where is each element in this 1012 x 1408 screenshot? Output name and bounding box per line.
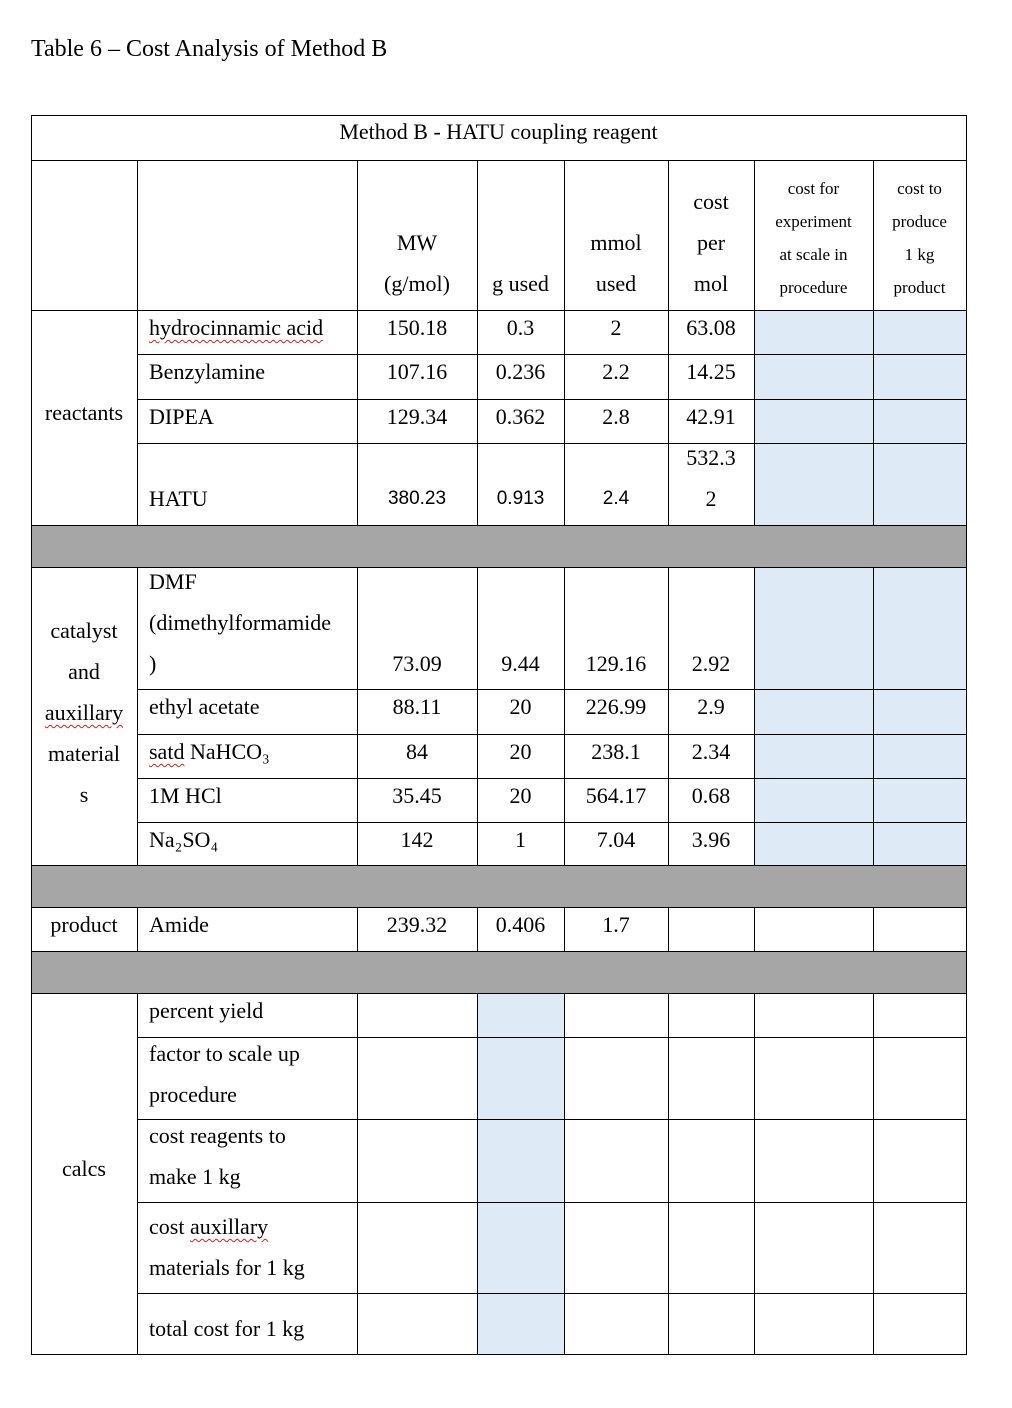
- reactant-mw: 107.16: [386, 359, 448, 384]
- rule: [137, 734, 967, 735]
- rule: [564, 567, 565, 865]
- auxiliary-g: 1: [515, 827, 526, 852]
- calc-label: cost reagents to make 1 kg: [149, 1123, 286, 1189]
- highlight-cells-reactants-experiment: [754, 310, 873, 525]
- rule: [31, 567, 967, 568]
- rule: [31, 310, 967, 311]
- group-label-reactants: reactants: [44, 400, 124, 425]
- separator-row-3: [31, 951, 966, 993]
- product-mw: 239.32: [386, 912, 448, 937]
- reactant-mmol: 2: [610, 315, 622, 340]
- reactant-cost: 42.91: [686, 404, 736, 429]
- auxiliary-mw: 84: [406, 739, 428, 764]
- rule: [137, 399, 967, 400]
- reactant-mmol: 2.8: [602, 404, 630, 429]
- rule: [966, 115, 967, 1355]
- group-label-product: product: [50, 912, 118, 937]
- rule: [477, 907, 478, 951]
- rule: [137, 778, 967, 779]
- reactant-name: Benzylamine: [149, 359, 266, 384]
- auxiliary-cost: 0.68: [691, 783, 731, 808]
- header-cost-1kg: cost to produce 1 kg product: [892, 179, 947, 297]
- highlight-cells-calcs: [477, 993, 564, 1354]
- rule: [668, 567, 669, 865]
- auxiliary-g: 9.44: [501, 651, 540, 676]
- rule: [31, 525, 967, 526]
- rule: [564, 160, 565, 525]
- auxiliary-name: satd NaHCO₃: [149, 739, 270, 764]
- rule: [873, 907, 874, 951]
- rule: [137, 1037, 967, 1038]
- auxiliary-cost: 2.92: [691, 651, 731, 676]
- reactant-name: HATU: [149, 486, 208, 511]
- reactant-g: 0.3: [506, 315, 535, 340]
- auxiliary-cost: 2.9: [697, 694, 725, 719]
- calc-label: cost auxillary materials for 1 kg: [149, 1214, 305, 1280]
- auxiliary-mmol: 129.16: [585, 651, 647, 676]
- auxiliary-g: 20: [509, 783, 532, 808]
- header-cost-per-mol: cost per mol: [693, 189, 729, 296]
- rule: [137, 354, 967, 355]
- reactant-name: DIPEA: [149, 404, 214, 429]
- rule: [137, 443, 967, 444]
- reactant-g: 0.236: [495, 359, 546, 384]
- header-g-used: g used: [492, 271, 549, 296]
- rule: [873, 160, 874, 525]
- auxiliary-mw: 73.09: [392, 651, 442, 676]
- rule: [668, 907, 669, 951]
- reactant-g: 0.362: [495, 404, 546, 429]
- highlight-cells-aux-1kg: [873, 567, 966, 865]
- auxiliary-g: 20: [509, 739, 532, 764]
- reactant-name: hydrocinnamic acid: [149, 315, 324, 340]
- highlight-cells-aux-experiment: [754, 567, 873, 865]
- auxiliary-g: 20: [509, 694, 532, 719]
- auxiliary-name: Na₂SO₄: [149, 827, 219, 852]
- rule: [137, 993, 138, 1354]
- auxiliary-mmol: 7.04: [596, 827, 636, 852]
- reactant-mmol: 2.4: [602, 488, 630, 509]
- rule: [31, 907, 967, 908]
- calc-label: total cost for 1 kg: [149, 1316, 305, 1341]
- rule: [564, 993, 565, 1354]
- rule: [137, 822, 967, 823]
- auxiliary-name: ethyl acetate: [149, 694, 260, 719]
- rule: [754, 567, 755, 865]
- rule: [477, 993, 478, 1354]
- rule: [754, 993, 755, 1354]
- separator-row-2: [31, 865, 966, 907]
- product-mmol: 1.7: [602, 912, 630, 937]
- rule: [31, 865, 967, 866]
- rule: [357, 160, 358, 525]
- auxiliary-cost: 3.96: [691, 827, 731, 852]
- header-cost-experiment: cost for experiment at scale in procedure: [775, 179, 852, 297]
- rule: [137, 689, 967, 690]
- group-label-calcs: calcs: [62, 1156, 106, 1181]
- auxiliary-mw: 35.45: [392, 783, 442, 808]
- table-caption: Table 6 – Cost Analysis of Method B: [31, 36, 388, 62]
- auxiliary-name: DMF (dimethylformamide ): [149, 569, 332, 676]
- reactant-mmol: 2.2: [602, 359, 630, 384]
- rule: [477, 160, 478, 525]
- auxiliary-mw: 142: [400, 827, 434, 852]
- rule: [137, 907, 138, 951]
- rule: [477, 567, 478, 865]
- rule: [564, 907, 565, 951]
- rule: [357, 993, 358, 1354]
- rule: [137, 1293, 967, 1294]
- rule: [754, 160, 755, 525]
- rule: [137, 1202, 967, 1203]
- reactant-cost: 63.08: [686, 315, 736, 340]
- rule: [31, 951, 967, 952]
- rule: [873, 993, 874, 1354]
- reactant-mw: 380.23: [387, 488, 447, 509]
- rule: [668, 160, 669, 525]
- reactant-mw: 150.18: [386, 315, 448, 340]
- rule: [754, 907, 755, 951]
- group-label-catalyst: catalyst and auxillary material s: [44, 618, 124, 807]
- product-g: 0.406: [495, 912, 546, 937]
- reactant-mw: 129.34: [386, 404, 448, 429]
- header-mmol-used: mmol used: [590, 230, 642, 296]
- rule: [137, 1119, 967, 1120]
- auxiliary-mmol: 564.17: [585, 783, 647, 808]
- rule: [31, 160, 967, 161]
- rule: [668, 993, 669, 1354]
- reactant-cost: 14.25: [686, 359, 736, 384]
- rule: [357, 567, 358, 865]
- rule: [357, 907, 358, 951]
- rule: [873, 567, 874, 865]
- product-name: Amide: [149, 912, 209, 937]
- rule: [31, 115, 32, 1355]
- calc-label: percent yield: [149, 998, 264, 1023]
- auxiliary-mmol: 226.99: [585, 694, 647, 719]
- header-mw: MW (g/mol): [384, 230, 450, 296]
- calc-label: factor to scale up procedure: [149, 1041, 300, 1107]
- reactant-g: 0.913: [496, 488, 545, 509]
- rule: [137, 160, 138, 525]
- auxiliary-cost: 2.34: [691, 739, 731, 764]
- reactant-cost: 532.3 2: [686, 445, 736, 511]
- rule: [31, 115, 967, 116]
- auxiliary-mw: 88.11: [392, 694, 442, 719]
- table-title: Method B - HATU coupling reagent: [339, 119, 658, 144]
- rule: [31, 1354, 967, 1355]
- rule: [31, 993, 967, 994]
- rule: [137, 567, 138, 865]
- highlight-cells-reactants-1kg: [873, 310, 966, 525]
- auxiliary-mmol: 238.1: [591, 739, 641, 764]
- auxiliary-name: 1M HCl: [149, 783, 222, 808]
